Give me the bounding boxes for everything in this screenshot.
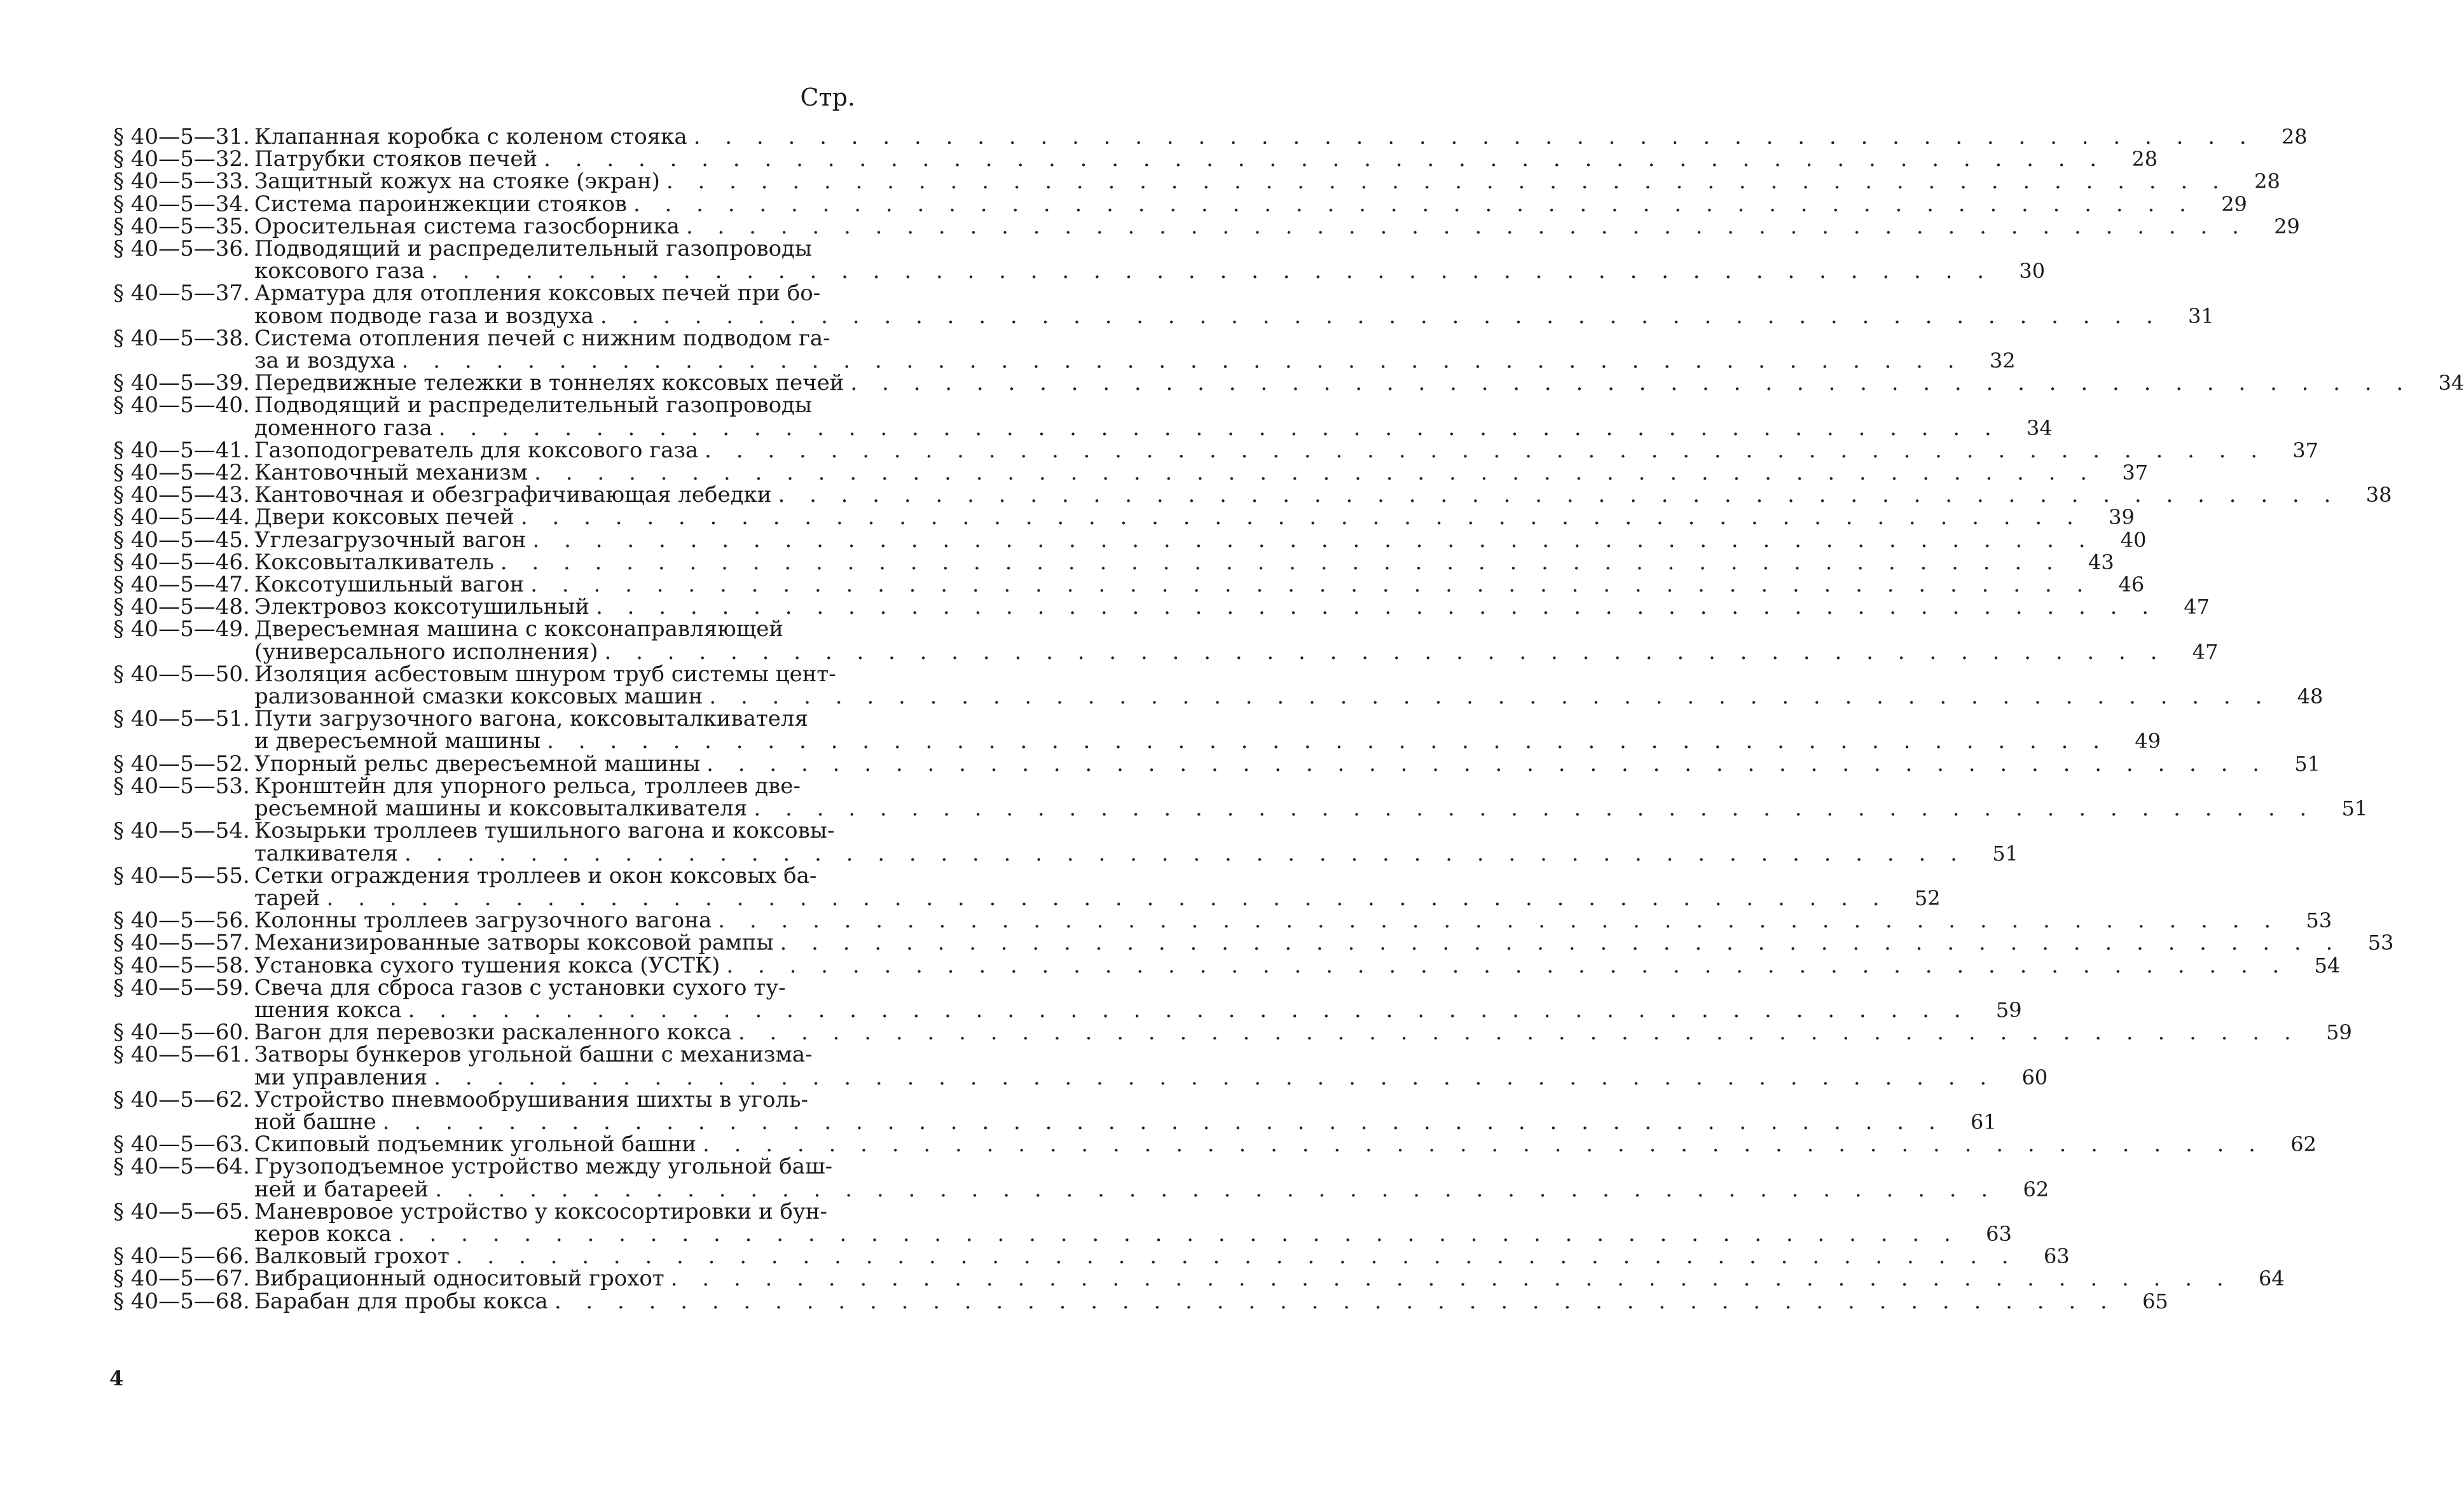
- entry-title-line: Валковый грохот: [254, 1243, 450, 1270]
- entry-title: [254, 238, 1993, 282]
- page-ref: 47: [2184, 595, 2210, 620]
- entry-title: [254, 462, 2096, 484]
- entry-title: [254, 506, 2082, 529]
- toc-entry: [113, 1086, 1997, 1135]
- entry-title-line: за и воздуха: [254, 348, 396, 374]
- leader-dots: [627, 193, 2195, 216]
- leader-dots: [537, 148, 2105, 170]
- page-ref: 59: [2326, 1020, 2352, 1045]
- entry-title: [254, 126, 2255, 148]
- page-ref: 38: [2365, 483, 2392, 508]
- toc-entry: [113, 594, 2210, 620]
- entry-title: [254, 282, 2162, 327]
- entry-title-line: Коксовыталкиватель: [254, 549, 494, 575]
- entry-title-line: шения кокса: [254, 997, 402, 1023]
- leader-dots: [598, 641, 2166, 663]
- entry-title-line: Углезагрузочный вагон: [254, 527, 527, 553]
- page-ref: 54: [2314, 953, 2341, 978]
- entry-title-line: Свеча для сброса газов с установки сухого ту-: [254, 974, 786, 1001]
- toc-entry: [113, 1243, 2070, 1270]
- leader-dots: [524, 574, 2092, 596]
- toc-entry: [113, 504, 2135, 530]
- leader-dots: [698, 440, 2266, 462]
- entry-title: [254, 1044, 1995, 1088]
- section-number: § 40—5—56.: [113, 908, 250, 934]
- entry-title-line: и двересъемной машины: [254, 728, 541, 754]
- toc-entry: [113, 952, 2341, 978]
- entry-title-line: Газоподогреватель для коксового газа: [254, 437, 699, 463]
- section-number: § 40—5—58.: [113, 952, 250, 978]
- entry-title: [254, 618, 2166, 663]
- page-ref: 37: [2292, 438, 2319, 462]
- section-number: § 40—5—47.: [113, 572, 250, 598]
- entry-title-line: Клапанная коробка с коленом стояка: [254, 124, 687, 149]
- section-number: § 40—5—65.: [113, 1198, 250, 1224]
- entry-title: [254, 708, 2109, 752]
- section-number: § 40—5—64.: [113, 1154, 250, 1180]
- toc-entry: [113, 191, 2247, 217]
- leader-dots: [700, 753, 2268, 775]
- page-ref: 46: [2118, 572, 2145, 597]
- entry-title: [254, 663, 2271, 708]
- entry-title-line: Подводящий и распределительный газопроводы: [254, 392, 813, 419]
- section-number: § 40—5—40.: [113, 392, 250, 419]
- page-ref: 37: [2122, 461, 2149, 485]
- entry-title: [254, 551, 2062, 574]
- section-number: § 40—5—62.: [113, 1086, 250, 1112]
- entry-title: [254, 529, 2095, 551]
- page-ref: 48: [2297, 684, 2323, 709]
- leader-dots: [747, 798, 2315, 820]
- leader-dots: [514, 506, 2082, 529]
- entry-title-line: Кантовочный механизм: [254, 460, 528, 486]
- toc-entry: [113, 862, 1941, 911]
- toc-entry: [113, 751, 2321, 777]
- toc-entry: [113, 437, 2319, 463]
- entry-title-line: Грузоподъемное устройство между угольной баш-: [254, 1154, 833, 1180]
- entry-title-line: Защитный кожух на стояке (экран): [254, 169, 660, 195]
- section-number: § 40—5—60.: [113, 1020, 250, 1046]
- toc-entry: [113, 930, 2394, 956]
- leader-dots: [720, 955, 2288, 977]
- section-number: § 40—5—41.: [113, 437, 250, 463]
- leader-dots: [687, 126, 2255, 148]
- entry-title: [254, 372, 2412, 394]
- page-ref: 30: [2019, 259, 2046, 284]
- entry-title-line: ми управления: [254, 1064, 428, 1090]
- leader-dots: [398, 843, 1966, 865]
- entry-title-line: Маневровое устройство у коксосортировки и бун-: [254, 1198, 828, 1224]
- leader-dots: [450, 1245, 2018, 1268]
- entry-title: [254, 394, 2000, 439]
- entry-title: [254, 213, 2248, 239]
- page-ref: 51: [2294, 751, 2321, 776]
- page-ref: 28: [2131, 147, 2158, 172]
- toc-entry: [113, 482, 2392, 508]
- toc-entry: [113, 1020, 2352, 1046]
- toc-entry: [113, 1132, 2317, 1158]
- page-ref: 61: [1970, 1109, 1997, 1134]
- section-number: § 40—5—38.: [113, 325, 250, 351]
- page-ref: 43: [2088, 550, 2114, 574]
- entry-title-line: талкивателя: [254, 840, 398, 866]
- entry-title-line: Передвижные тележки в тоннелях коксовых печей: [254, 370, 844, 396]
- page-ref: 52: [1914, 885, 1941, 910]
- leader-dots: [589, 596, 2158, 618]
- toc-entry: [113, 281, 2214, 329]
- entry-title-line: Установка сухого тушения кокса (УСТК): [254, 952, 720, 978]
- entry-title-line: Арматура для отопления коксовых печей при бо-: [254, 281, 821, 307]
- toc-entry: [113, 572, 2145, 598]
- page-ref: 62: [2290, 1132, 2317, 1157]
- entry-title-line: Скиповый подъемник угольной башни: [254, 1132, 697, 1158]
- leader-dots: [432, 417, 2000, 440]
- toc-entry: [113, 213, 2300, 239]
- toc-entry: [113, 146, 2158, 172]
- table-of-contents: [113, 124, 2464, 1314]
- section-number: § 40—5—49.: [113, 616, 250, 642]
- entry-title-line: Изоляция асбестовым шнуром труб системы цент-: [254, 661, 836, 687]
- leader-dots: [594, 305, 2162, 328]
- section-number: § 40—5—66.: [113, 1243, 250, 1270]
- entry-title-line: коксового газа: [254, 258, 425, 284]
- section-number: § 40—5—52.: [113, 751, 250, 777]
- leader-dots: [844, 372, 2412, 394]
- toc-entry: [113, 616, 2219, 665]
- toc-entry: [113, 325, 2016, 374]
- entry-title-line: Система отопления печей с нижним подводом га-: [254, 325, 830, 351]
- entry-title: [254, 932, 2341, 954]
- section-number: § 40—5—61.: [113, 1042, 250, 1068]
- leader-dots: [664, 1268, 2233, 1290]
- page-ref: 53: [2306, 908, 2332, 933]
- page-ref: 28: [2254, 169, 2280, 194]
- entry-title: [254, 193, 2195, 216]
- toc-entry: [113, 1154, 2049, 1202]
- page-ref: 34: [2438, 371, 2464, 396]
- entry-title-line: Колонны троллеев загрузочного вагона: [254, 908, 712, 934]
- entry-title: [254, 1245, 2018, 1268]
- toc-entry: [113, 527, 2147, 553]
- entry-title-line: Подводящий и распределительный газопроводы: [254, 236, 813, 262]
- page-ref: 47: [2192, 639, 2219, 664]
- leader-dots: [680, 216, 2248, 238]
- leader-dots: [771, 484, 2339, 506]
- section-number: § 40—5—31.: [113, 124, 250, 149]
- leader-dots: [696, 1133, 2264, 1156]
- entry-title: [254, 1198, 1960, 1247]
- section-number: § 40—5—43.: [113, 482, 250, 508]
- entry-title: [254, 437, 2266, 463]
- entry-title-line: Упорный рельс двересъемной машины: [254, 751, 701, 777]
- entry-title: [254, 753, 2268, 775]
- leader-dots: [425, 260, 1993, 282]
- entry-title-line: Коксотушильный вагон: [254, 572, 525, 598]
- page-ref: 59: [1995, 997, 2022, 1022]
- toc-entry: [113, 773, 2368, 822]
- page-number: 4: [109, 1366, 124, 1390]
- entry-title-line: Вагон для перевозки раскаленного кокса: [254, 1020, 732, 1046]
- entry-title-line: Кронштейн для упорного рельса, троллеев две-: [254, 773, 801, 799]
- entry-title-line: ковом подводе газа и воздуха: [254, 303, 594, 329]
- section-number: § 40—5—51.: [113, 706, 250, 732]
- leader-dots: [527, 529, 2095, 551]
- section-number: § 40—5—42.: [113, 460, 250, 486]
- toc-entry: [113, 1042, 2048, 1090]
- leader-dots: [703, 686, 2271, 708]
- entry-title: [254, 775, 2315, 820]
- section-number: § 40—5—55.: [113, 862, 250, 889]
- entry-title-line: рализованной смазки коксовых машин: [254, 684, 703, 710]
- toc-entry: [113, 661, 2323, 710]
- leader-dots: [392, 1223, 1960, 1245]
- entry-title-line: Двересъемная машина с коксонаправляющей: [254, 616, 784, 642]
- section-number: § 40—5—54.: [113, 818, 250, 844]
- entry-title: [254, 484, 2339, 506]
- section-number: § 40—5—45.: [113, 527, 250, 553]
- section-number: § 40—5—67.: [113, 1266, 250, 1292]
- toc-entry: [113, 974, 2022, 1023]
- entry-title-line: Оросительная система газосборника: [254, 213, 680, 239]
- section-number: § 40—5—48.: [113, 594, 250, 620]
- entry-title-line: Кантовочная и обезграфичивающая лебедки: [254, 482, 772, 508]
- leader-dots: [402, 999, 1970, 1022]
- page-ref: 51: [2341, 796, 2368, 821]
- entry-title-line: Козырьки троллеев тушильного вагона и коксовы-: [254, 818, 835, 844]
- entry-title-line: Вибрационный односитовый грохот: [254, 1266, 664, 1292]
- section-number: § 40—5—63.: [113, 1132, 250, 1158]
- section-number: § 40—5—34.: [113, 191, 250, 217]
- entry-title-line: ной башне: [254, 1109, 376, 1135]
- section-number: § 40—5—44.: [113, 504, 250, 530]
- section-number: § 40—5—36.: [113, 236, 250, 262]
- toc-entry: [113, 706, 2161, 754]
- entry-title-line: ней и батареей: [254, 1176, 429, 1202]
- section-number: § 40—5—53.: [113, 773, 250, 799]
- page-column-header: Стр.: [800, 83, 855, 111]
- page-ref: 62: [2023, 1177, 2049, 1202]
- leader-dots: [320, 887, 1889, 910]
- page-ref: 28: [2281, 125, 2308, 149]
- entry-title: [254, 910, 2280, 932]
- entry-title-line: Двери коксовых печей: [254, 504, 514, 530]
- section-number: § 40—5—50.: [113, 661, 250, 687]
- leader-dots: [528, 462, 2096, 484]
- entry-title-line: Система пароинжекции стояков: [254, 191, 627, 217]
- section-number: § 40—5—68.: [113, 1288, 250, 1314]
- page-ref: 29: [2221, 191, 2247, 216]
- entry-title: [254, 952, 2288, 978]
- page-ref: 65: [2142, 1289, 2168, 1313]
- page-ref: 49: [2135, 729, 2161, 754]
- entry-title-line: (универсального исполнения): [254, 639, 598, 665]
- leader-dots: [774, 932, 2342, 954]
- page-ref: 64: [2258, 1266, 2285, 1291]
- leader-dots: [494, 551, 2062, 574]
- entry-title-line: Устройство пневмообрушивания шихты в уголь-: [254, 1086, 809, 1112]
- page-ref: 60: [2021, 1065, 2048, 1090]
- entry-title: [254, 574, 2092, 596]
- toc-entry: [113, 169, 2280, 195]
- entry-title: [254, 1022, 2300, 1044]
- page-ref: 32: [1989, 349, 2016, 373]
- entry-title: [254, 862, 1889, 911]
- toc-entry: [113, 460, 2149, 486]
- section-number: § 40—5—33.: [113, 169, 250, 195]
- entry-title-line: Сетки ограждения троллеев и окон коксовых ба-: [254, 862, 817, 889]
- page-ref: 51: [1992, 841, 2018, 866]
- toc-entry: [113, 1198, 2012, 1247]
- entry-title: [254, 1288, 2116, 1314]
- entry-title-line: Барабан для пробы кокса: [254, 1288, 548, 1314]
- toc-entry: [113, 236, 2046, 284]
- entry-title: [254, 1268, 2233, 1290]
- section-number: § 40—5—35.: [113, 213, 250, 239]
- entry-title: [254, 596, 2158, 618]
- page-ref: 31: [2188, 303, 2214, 328]
- entry-title: [254, 148, 2105, 170]
- leader-dots: [712, 910, 2280, 932]
- leader-dots: [732, 1022, 2300, 1044]
- entry-title: [254, 1133, 2264, 1156]
- toc-entry: [113, 1266, 2285, 1292]
- page-ref: 29: [2274, 214, 2300, 239]
- toc-entry: [113, 549, 2114, 575]
- entry-title-line: Патрубки стояков печей: [254, 146, 538, 172]
- entry-title-line: Электровоз коксотушильный: [254, 594, 590, 620]
- toc-entry: [113, 818, 2018, 866]
- toc-entry: [113, 370, 2464, 396]
- entry-title-line: ресъемной машины и коксовыталкивателя: [254, 796, 748, 822]
- toc-entry: [113, 1288, 2168, 1314]
- entry-title-line: Пути загрузочного вагона, коксовыталкивателя: [254, 706, 808, 732]
- entry-title: [254, 1086, 1944, 1135]
- leader-dots: [427, 1067, 1995, 1089]
- leader-dots: [376, 1111, 1944, 1133]
- entry-title-line: доменного газа: [254, 415, 432, 441]
- section-number: § 40—5—39.: [113, 370, 250, 396]
- entry-title: [254, 820, 1966, 864]
- leader-dots: [660, 170, 2228, 193]
- section-number: § 40—5—46.: [113, 549, 250, 575]
- entry-title: [254, 1156, 1997, 1200]
- section-number: § 40—5—57.: [113, 930, 250, 956]
- entry-title: [254, 974, 1970, 1023]
- page-ref: 63: [2044, 1244, 2070, 1269]
- leader-dots: [429, 1179, 1997, 1201]
- leader-dots: [540, 730, 2109, 752]
- entry-title-line: тарей: [254, 885, 320, 911]
- leader-dots: [548, 1291, 2116, 1313]
- toc-entry: [113, 124, 2308, 149]
- page-ref: 53: [2367, 931, 2394, 955]
- section-number: § 40—5—59.: [113, 974, 250, 1001]
- entry-title: [254, 325, 1964, 374]
- toc-entry: [113, 908, 2332, 934]
- page-ref: 39: [2109, 505, 2135, 530]
- entry-title-line: керов кокса: [254, 1221, 392, 1247]
- page-ref: 63: [1986, 1221, 2012, 1246]
- page-ref: 40: [2120, 527, 2147, 552]
- entry-title-line: Механизированные затворы коксовой рампы: [254, 930, 774, 956]
- section-number: § 40—5—32.: [113, 146, 250, 172]
- entry-title-line: Затворы бункеров угольной башни с механизма-: [254, 1042, 813, 1068]
- leader-dots: [396, 350, 1964, 372]
- entry-title: [254, 170, 2228, 193]
- toc-entry: [113, 392, 2053, 441]
- page-ref: 34: [2027, 415, 2053, 440]
- section-number: § 40—5—37.: [113, 281, 250, 307]
